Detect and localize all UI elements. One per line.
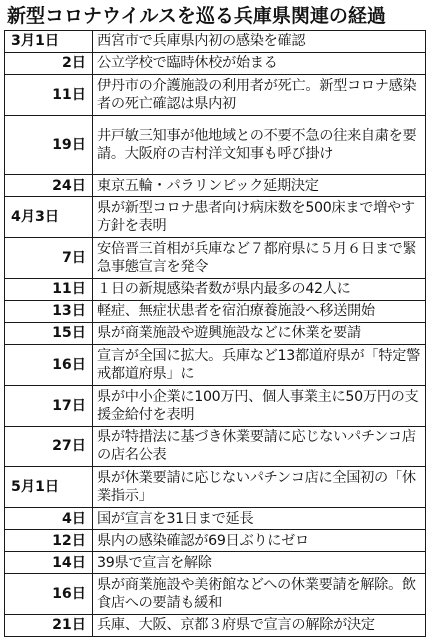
timeline-date: 7日	[5, 238, 93, 279]
timeline-date: 11日	[5, 74, 93, 115]
timeline-event: 宣言が全国に拡大。兵庫など13都道府県が「特定警戒都道府県」に	[93, 344, 426, 385]
timeline-row	[5, 74, 426, 115]
timeline-event: 国が宣言を31日まで延長	[93, 508, 426, 530]
timeline-event: 県内の感染確認が69日ぶりにゼロ	[93, 530, 426, 552]
timeline-row	[5, 322, 426, 344]
timeline-row	[5, 52, 426, 74]
timeline-date: 21日	[5, 614, 93, 636]
timeline-date: 16日	[5, 574, 93, 615]
timeline-date: 2日	[5, 52, 93, 74]
timeline-event: 県が特措法に基づき休業要請に応じないパチンコ店の店名公表	[93, 426, 426, 467]
timeline-event: 兵庫、大阪、京都３府県で宣言の解除が決定	[93, 614, 426, 636]
timeline-event: 伊丹市の介護施設の利用者が死亡。新型コロナ感染者の死亡確認は県内初	[93, 74, 426, 115]
timeline-row	[5, 467, 426, 508]
timeline-date: 17日	[5, 385, 93, 426]
timeline-date: 16日	[5, 344, 93, 385]
timeline-event: 39県で宣言を解除	[93, 552, 426, 574]
timeline-row	[5, 300, 426, 322]
timeline-event: 安倍晋三首相が兵庫など７都府県に５月６日まで緊急事態宣言を発令	[93, 238, 426, 279]
timeline-date: 15日	[5, 322, 93, 344]
timeline-date: 3月1日	[5, 31, 93, 53]
timeline-row	[5, 279, 426, 301]
timeline-table	[4, 30, 426, 637]
timeline-event: 県が新型コロナ患者向け病床数を500床まで増やす方針を表明	[93, 197, 426, 238]
timeline-event: 県が商業施設や美術館などへの休業要請を解除。飲食店への要請も緩和	[93, 574, 426, 615]
timeline-event: 軽症、無症状患者を宿泊療養施設へ移送開始	[93, 300, 426, 322]
timeline-event: 東京五輪・パラリンピック延期決定	[93, 175, 426, 197]
timeline-date: 27日	[5, 426, 93, 467]
timeline-date: 13日	[5, 300, 93, 322]
timeline-row	[5, 238, 426, 279]
article-title: 新型コロナウイルスを巡る兵庫県関連の経過	[7, 5, 386, 27]
timeline-row	[5, 552, 426, 574]
timeline-event: 県が商業施設や遊興施設などに休業を要請	[93, 322, 426, 344]
timeline-row	[5, 508, 426, 530]
timeline-row	[5, 385, 426, 426]
timeline-event: 県が休業要請に応じないパチンコ店に全国初の「休業指示」	[93, 467, 426, 508]
timeline-row	[5, 530, 426, 552]
timeline-row	[5, 574, 426, 615]
timeline-row	[5, 31, 426, 53]
timeline-row	[5, 197, 426, 238]
timeline-event: 県が中小企業に100万円、個人事業主に50万円の支援金給付を表明	[93, 385, 426, 426]
timeline-date: 4日	[5, 508, 93, 530]
timeline-event: 西宮市で兵庫県内初の感染を確認	[93, 31, 426, 53]
timeline-row	[5, 175, 426, 197]
timeline-date: 14日	[5, 552, 93, 574]
timeline-date: 11日	[5, 279, 93, 301]
timeline-date: 24日	[5, 175, 93, 197]
timeline-event: １日の新規感染者数が県内最多の42人に	[93, 279, 426, 301]
timeline-row	[5, 115, 426, 175]
timeline-date: 5月1日	[5, 467, 93, 508]
timeline-date: 19日	[5, 115, 93, 175]
timeline-row	[5, 344, 426, 385]
timeline-event: 井戸敏三知事が他地域との不要不急の往来自粛を要請。大阪府の吉村洋文知事も呼び掛け	[93, 115, 426, 175]
timeline-event: 公立学校で臨時休校が始まる	[93, 52, 426, 74]
timeline-row	[5, 614, 426, 636]
timeline-date: 4月3日	[5, 197, 93, 238]
timeline-date: 12日	[5, 530, 93, 552]
timeline-row	[5, 426, 426, 467]
